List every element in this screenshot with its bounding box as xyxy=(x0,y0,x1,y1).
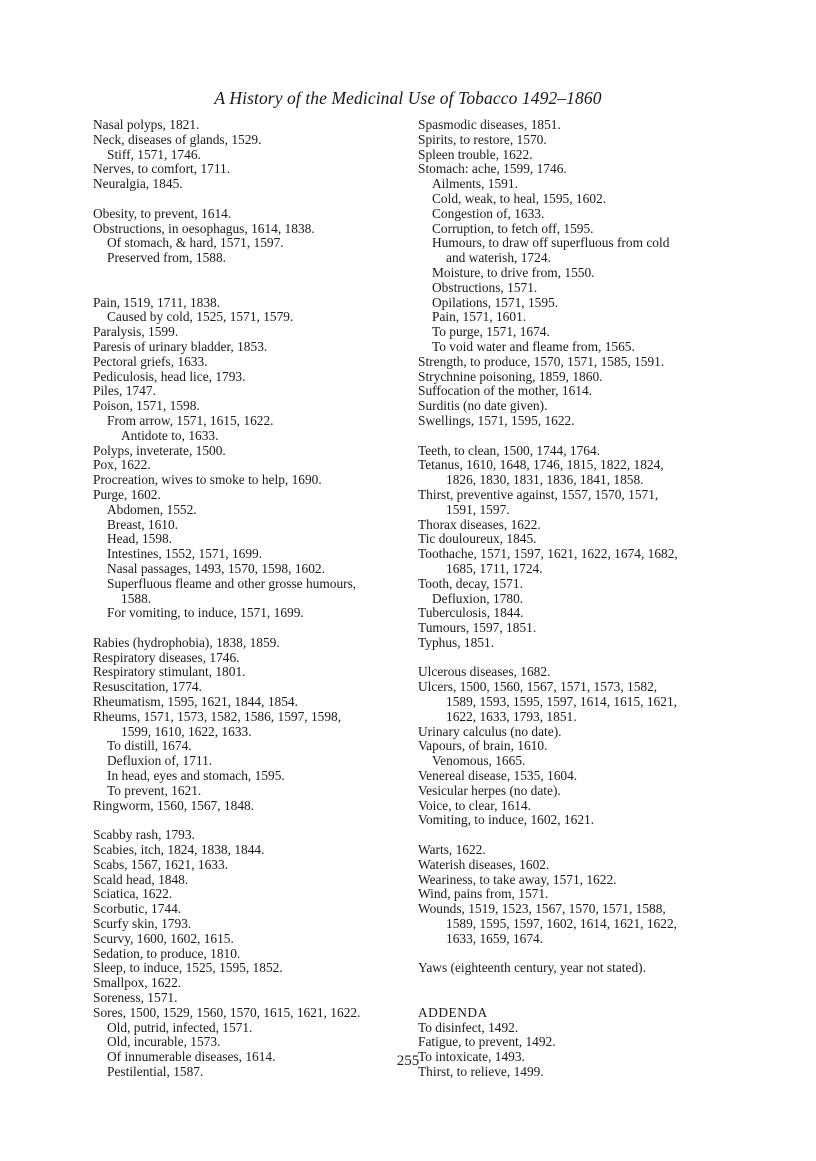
index-group xyxy=(418,843,738,947)
index-entry: Scabs, 1567, 1621, 1633. xyxy=(93,856,229,872)
index-entry: 1589, 1593, 1595, 1597, 1614, 1615, 1621, xyxy=(446,694,677,710)
index-entry: Stomach: ache, 1599, 1746. xyxy=(418,161,567,177)
index-entry: 1588. xyxy=(121,590,152,606)
index-entry: Nasal polyps, 1821. xyxy=(93,117,200,132)
index-entry: Cold, weak, to heal, 1595, 1602. xyxy=(432,190,607,206)
index-entry: Corruption, to fetch off, 1595. xyxy=(432,220,594,236)
index-entry: Breast, 1610. xyxy=(107,516,179,532)
index-entry: Opilations, 1571, 1595. xyxy=(432,294,559,310)
index-entry: Yaws (eighteenth century, year not stated). xyxy=(418,960,646,976)
index-entry: Venereal disease, 1535, 1604. xyxy=(418,768,578,784)
index-entry: For vomiting, to induce, 1571, 1699. xyxy=(107,605,304,621)
index-entry: Ulcerous diseases, 1682. xyxy=(418,664,551,680)
index-entry: Ringworm, 1560, 1567, 1848. xyxy=(93,797,255,813)
index-entry: Strychnine poisoning, 1859, 1860. xyxy=(418,368,603,384)
index-entry: Suffocation of the mother, 1614. xyxy=(418,383,593,399)
index-entry: Soreness, 1571. xyxy=(93,990,178,1006)
index-entry: Venomous, 1665. xyxy=(432,753,526,769)
index-entry: Ulcers, 1500, 1560, 1567, 1571, 1573, 1582, xyxy=(418,679,658,695)
index-entry: Tooth, decay, 1571. xyxy=(418,575,523,591)
index-column-left xyxy=(93,118,418,1080)
index-entry: Pain, 1519, 1711, 1838. xyxy=(93,294,221,310)
index-entry: In head, eyes and stomach, 1595. xyxy=(107,768,285,784)
index-entry: Stiff, 1571, 1746. xyxy=(107,146,201,162)
index-entry: Polyps, inveterate, 1500. xyxy=(93,442,226,458)
index-entry: Wind, pains from, 1571. xyxy=(418,886,549,902)
index-entry: Tumours, 1597, 1851. xyxy=(418,620,537,636)
index-entry: From arrow, 1571, 1615, 1622. xyxy=(107,412,274,428)
index-entry: Vesicular herpes (no date). xyxy=(418,782,561,798)
index-entry: Toothache, 1571, 1597, 1621, 1622, 1674, 1682, xyxy=(418,546,678,562)
index-entry: Moisture, to drive from, 1550. xyxy=(432,264,595,280)
index-entry: 1826, 1830, 1831, 1836, 1841, 1858. xyxy=(446,472,644,488)
index-column-right xyxy=(418,118,738,1080)
index-entry: Thirst, to relieve, 1499. xyxy=(418,1064,544,1079)
index-entry: 1591, 1597. xyxy=(446,501,510,517)
index-group xyxy=(418,961,738,976)
index-entry: Waterish diseases, 1602. xyxy=(418,856,550,872)
index-entry: Of stomach, & hard, 1571, 1597. xyxy=(107,235,284,251)
index-entry: Spasmodic diseases, 1851. xyxy=(418,117,561,132)
index-entry: 1589, 1595, 1597, 1602, 1614, 1621, 1622, xyxy=(446,916,677,932)
index-entry: and waterish, 1724. xyxy=(446,250,551,266)
index-entry: Scurfy skin, 1793. xyxy=(93,916,192,932)
index-entry: Resuscitation, 1774. xyxy=(93,679,202,695)
index-entry: 1685, 1711, 1724. xyxy=(446,560,543,576)
index-entry: Scald head, 1848. xyxy=(93,871,189,887)
index-entry: Paresis of urinary bladder, 1853. xyxy=(93,338,268,354)
index-entry: Abdomen, 1552. xyxy=(107,501,197,517)
index-entry: Pediculosis, head lice, 1793. xyxy=(93,368,246,384)
index-entry: Head, 1598. xyxy=(107,531,173,547)
index-entry: Vapours, of brain, 1610. xyxy=(418,738,548,754)
index-entry: Antidote to, 1633. xyxy=(121,427,219,443)
index-entry: Preserved from, 1588. xyxy=(107,250,226,266)
index-entry: 1622, 1633, 1793, 1851. xyxy=(446,708,577,724)
index-entry: Procreation, wives to smoke to help, 1690. xyxy=(93,472,322,488)
index-group xyxy=(93,828,418,1080)
index-entry: To void water and fleame from, 1565. xyxy=(432,338,635,354)
index-entry: 1599, 1610, 1622, 1633. xyxy=(121,723,252,739)
index-entry: Pectoral griefs, 1633. xyxy=(93,353,208,369)
index-entry: Sores, 1500, 1529, 1560, 1570, 1615, 1621, 1622. xyxy=(93,1004,361,1020)
index-entry: Thirst, preventive against, 1557, 1570, 1571, xyxy=(418,486,659,502)
index-entry: Tetanus, 1610, 1648, 1746, 1815, 1822, 1824, xyxy=(418,457,664,473)
index-entry: Rabies (hydrophobia), 1838, 1859. xyxy=(93,634,280,650)
index-entry: Weariness, to take away, 1571, 1622. xyxy=(418,871,617,887)
addenda-heading: ADDENDA xyxy=(418,1004,488,1020)
index-group xyxy=(93,636,418,814)
index-entry: Warts, 1622. xyxy=(418,842,486,858)
index-entry: Respiratory stimulant, 1801. xyxy=(93,664,246,680)
index-entry: Congestion of, 1633. xyxy=(432,205,545,221)
index-entry: To purge, 1571, 1674. xyxy=(432,324,550,340)
index-group xyxy=(418,444,738,651)
index-group xyxy=(93,207,418,266)
index-group xyxy=(418,665,738,828)
index-entry: Teeth, to clean, 1500, 1744, 1764. xyxy=(418,442,601,458)
index-entry: Swellings, 1571, 1595, 1622. xyxy=(418,412,575,428)
index-entry: Neuralgia, 1845. xyxy=(93,176,183,192)
index-entry: Intestines, 1552, 1571, 1699. xyxy=(107,546,263,562)
index-entry: Scabies, itch, 1824, 1838, 1844. xyxy=(93,842,265,858)
index-entry: Poison, 1571, 1598. xyxy=(93,398,200,414)
index-entry: Sleep, to induce, 1525, 1595, 1852. xyxy=(93,960,283,976)
index-entry: Paralysis, 1599. xyxy=(93,324,179,340)
index-entry: Defluxion, 1780. xyxy=(432,590,524,606)
index-entry: Defluxion of, 1711. xyxy=(107,753,213,769)
index-entry: Pestilential, 1587. xyxy=(107,1064,204,1079)
index-entry: Nasal passages, 1493, 1570, 1598, 1602. xyxy=(107,560,325,576)
index-entry: 1633, 1659, 1674. xyxy=(446,930,544,946)
index-entry: Tuberculosis, 1844. xyxy=(418,605,524,621)
index-entry: Thorax diseases, 1622. xyxy=(418,516,541,532)
index-entry: Wounds, 1519, 1523, 1567, 1570, 1571, 1588, xyxy=(418,901,666,917)
index-entry: Humours, to draw off superfluous from cold xyxy=(432,235,670,251)
index-entry: Of innumerable diseases, 1614. xyxy=(107,1049,276,1065)
index-entry: Smallpox, 1622. xyxy=(93,975,182,991)
index-entry: To distill, 1674. xyxy=(107,738,192,754)
index-entry: Vomiting, to induce, 1602, 1621. xyxy=(418,812,595,828)
index-entry: Typhus, 1851. xyxy=(418,634,495,650)
index-entry: Pox, 1622. xyxy=(93,457,151,473)
index-entry: Superfluous fleame and other grosse humours, xyxy=(107,575,357,591)
index-entry: Spleen trouble, 1622. xyxy=(418,146,533,162)
index-entry: Ailments, 1591. xyxy=(432,176,518,192)
index-group xyxy=(93,296,418,622)
index-entry: Scorbutic, 1744. xyxy=(93,901,182,917)
index-entry: Fatigue, to prevent, 1492. xyxy=(418,1034,556,1050)
page-number: 255 xyxy=(396,1053,420,1069)
index-entry: Pain, 1571, 1601. xyxy=(432,309,527,325)
index-entry: Old, putrid, infected, 1571. xyxy=(107,1019,253,1035)
index-entry: Tic douloureux, 1845. xyxy=(418,531,537,547)
index-entry: Rheums, 1571, 1573, 1582, 1586, 1597, 1598, xyxy=(93,708,342,724)
index-entry: Scabby rash, 1793. xyxy=(93,827,195,843)
index-entry: To intoxicate, 1493. xyxy=(418,1049,525,1065)
index-entry: Voice, to clear, 1614. xyxy=(418,797,532,813)
running-head: A History of the Medicinal Use of Tobacco 1492–1860 xyxy=(214,88,602,108)
index-entry: Respiratory diseases, 1746. xyxy=(93,649,240,665)
index-entry: Scurvy, 1600, 1602, 1615. xyxy=(93,930,234,946)
index-entry: Spirits, to restore, 1570. xyxy=(418,131,547,147)
index-entry: Sedation, to produce, 1810. xyxy=(93,945,241,961)
index-entry: Nerves, to comfort, 1711. xyxy=(93,161,231,177)
index-entry: Obstructions, 1571. xyxy=(432,279,538,295)
index-entry: Neck, diseases of glands, 1529. xyxy=(93,131,262,147)
index-entry: Strength, to produce, 1570, 1571, 1585, 1591. xyxy=(418,353,665,369)
index-entry: To prevent, 1621. xyxy=(107,782,202,798)
index-entry: Rheumatism, 1595, 1621, 1844, 1854. xyxy=(93,694,298,710)
index-entry: To disinfect, 1492. xyxy=(418,1019,519,1035)
index-entry: Obesity, to prevent, 1614. xyxy=(93,205,232,221)
index-entry: Purge, 1602. xyxy=(93,486,161,502)
index-entry: Caused by cold, 1525, 1571, 1579. xyxy=(107,309,294,325)
index-entry: Sciatica, 1622. xyxy=(93,886,173,902)
index-group xyxy=(418,118,738,429)
index-entry: Piles, 1747. xyxy=(93,383,156,399)
index-entry: Old, incurable, 1573. xyxy=(107,1034,221,1050)
index-group xyxy=(93,118,418,192)
index-entry: Urinary calculus (no date). xyxy=(418,723,562,739)
index-entry: Obstructions, in oesophagus, 1614, 1838. xyxy=(93,220,315,236)
index-entry: Surditis (no date given). xyxy=(418,398,548,414)
